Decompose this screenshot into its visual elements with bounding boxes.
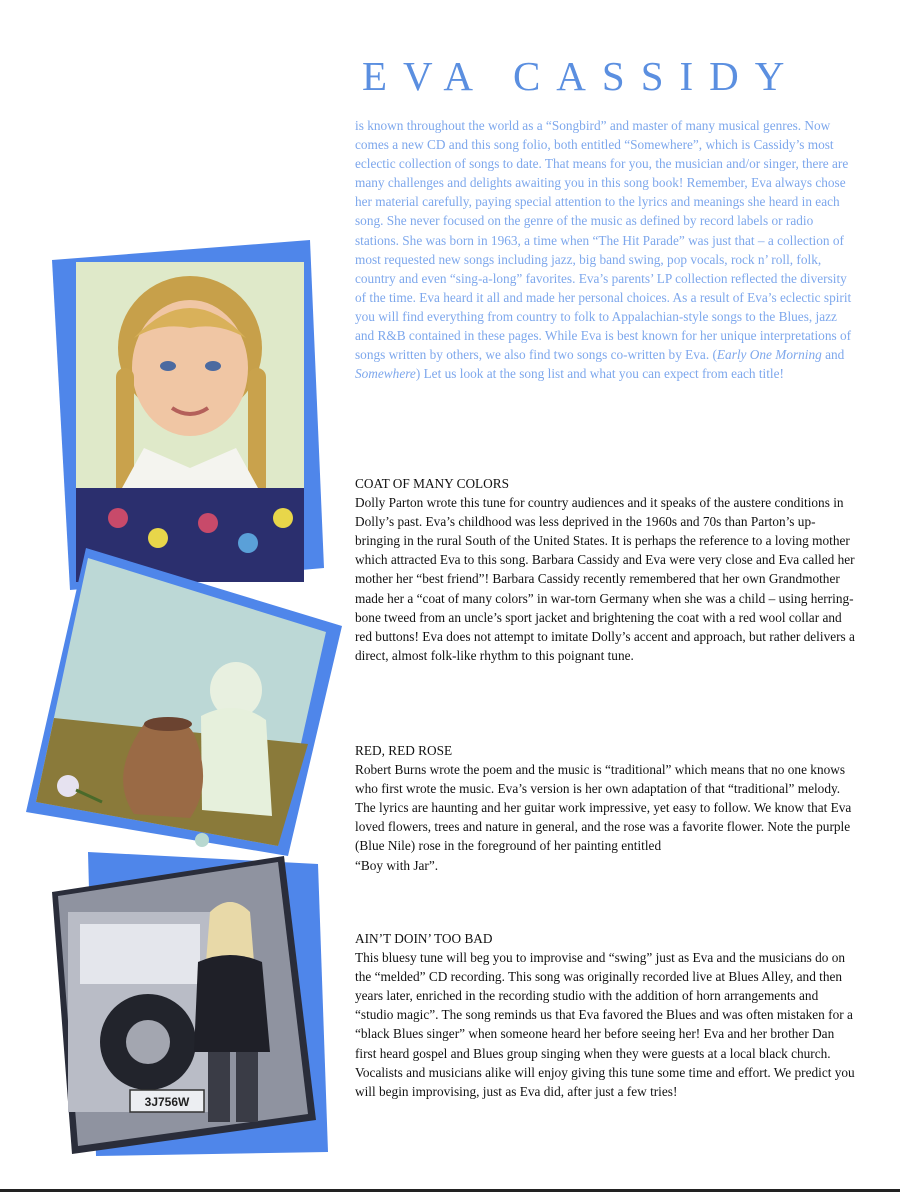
photo-eva-with-van xyxy=(48,852,338,1162)
section-body-end: “Boy with Jar”. xyxy=(355,857,439,873)
section-body: Robert Burns wrote the poem and the music is “traditional” which means that no one knows who first wrote the music. Eva’s version is her own adaptation of that “traditional” melody. The lyrics are haunting and her guitar work impressive, yet easy to follow. We know that Eva loved flowers, trees and nature in general, and the rose was a favorite flower. Note the purple (Blue Nile) rose in the foreground of her painting entitled xyxy=(355,762,852,854)
section-title: AIN’T DOIN’ TOO BAD xyxy=(355,931,493,946)
section-aint-doin-too-bad xyxy=(355,929,855,1101)
intro-song-somewhere: Somewhere xyxy=(355,366,416,382)
page-title: EVA CASSIDY xyxy=(362,53,801,99)
section-title: COAT OF MANY COLORS xyxy=(355,476,510,491)
intro-text-1: is known throughout the world as a “Songbird” and master of many musical genres. Now comes a new CD and this song folio, both entitled “Somewhere”, which is Cassidy’s most eclectic collection of songs to date. That means for you, the musician and/or singer, there are many challenges and delights awaiting you in this song book! Remember, Eva always chose her material carefully, paying special attention to the lyrics and meanings she heard in each song. She never focused on the genre of the music as defined by record labels or radio stations. She was born in 1963, a time when “The Hit Parade” was just that – a collection of most requested new songs including jazz, big band swing, pop vocals, rock n’ roll, folk, country and even “sing-a-long” favorites. Eva’s parents’ LP collection reflected the diversity of the time. Eva heard it all and made her personal choices. As a result of Eva’s eclectic spirit you will find everything from country to folk to Appalachian-style songs to the Blues, jazz and R&B contained in these pages. While Eva is best known for her unique interpretations of songs written by others, we also find two songs co-written by Eva. ( xyxy=(355,118,852,363)
section-coat-of-many-colors xyxy=(355,474,855,665)
painting-boy-with-jar xyxy=(26,548,346,858)
section-body: This bluesy tune will beg you to improvise and “swing” just as Eva and the musicians do on the “melded” CD recording. This song was originally recorded live at Blues Alley, and then years later, enriched in the recording studio with the addition of horn arrangements and “studio magic”. The song reminds us that Eva favored the Blues and was often mistaken for a “black Blues singer” when someone heard her before seeing her! Eva and her brother Dan first heard gospel and Blues group singing when they were guests at a local black church. Vocalists and musicians alike will enjoy giving this tune some time and effort. We predict you will begin improvising, just as Eva did, after just a few tries! xyxy=(355,950,855,1099)
photo-girl-braids xyxy=(48,238,328,598)
license-plate-text: 3J756W xyxy=(144,1095,190,1109)
section-red-red-rose xyxy=(355,741,855,875)
intro-text-2: ) Let us look at the song list and what you can expect from each title! xyxy=(415,366,784,382)
intro-text-and: and xyxy=(821,347,845,363)
intro-paragraph xyxy=(355,116,855,383)
section-body: Dolly Parton wrote this tune for country audiences and it speaks of the austere conditions in Dolly’s past. Eva’s childhood was less deprived in the 1960s and 70s than Parton’s up-bringing in the rural South of the United States. It is perhaps the reference to a loving mother which attracted Eva to this song. Barbara Cassidy and Eva were very close and Eva called her mother her “best friend”! Barbara Cassidy recently remembered that her own Grandmother made her a “coat of many colors” in war-torn Germany when she was a child – using herring-bone tweed from an uncle’s sport jacket and brightening the coat with a red wool collar and red buttons! Eva does not attempt to imitate Dolly’s accent and approach, but rather delivers a direct, almost folk-like rhythm to this poignant tune. xyxy=(355,495,855,663)
intro-song-early-one-morning: Early One Morning xyxy=(716,347,822,363)
section-title: RED, RED ROSE xyxy=(355,743,453,758)
